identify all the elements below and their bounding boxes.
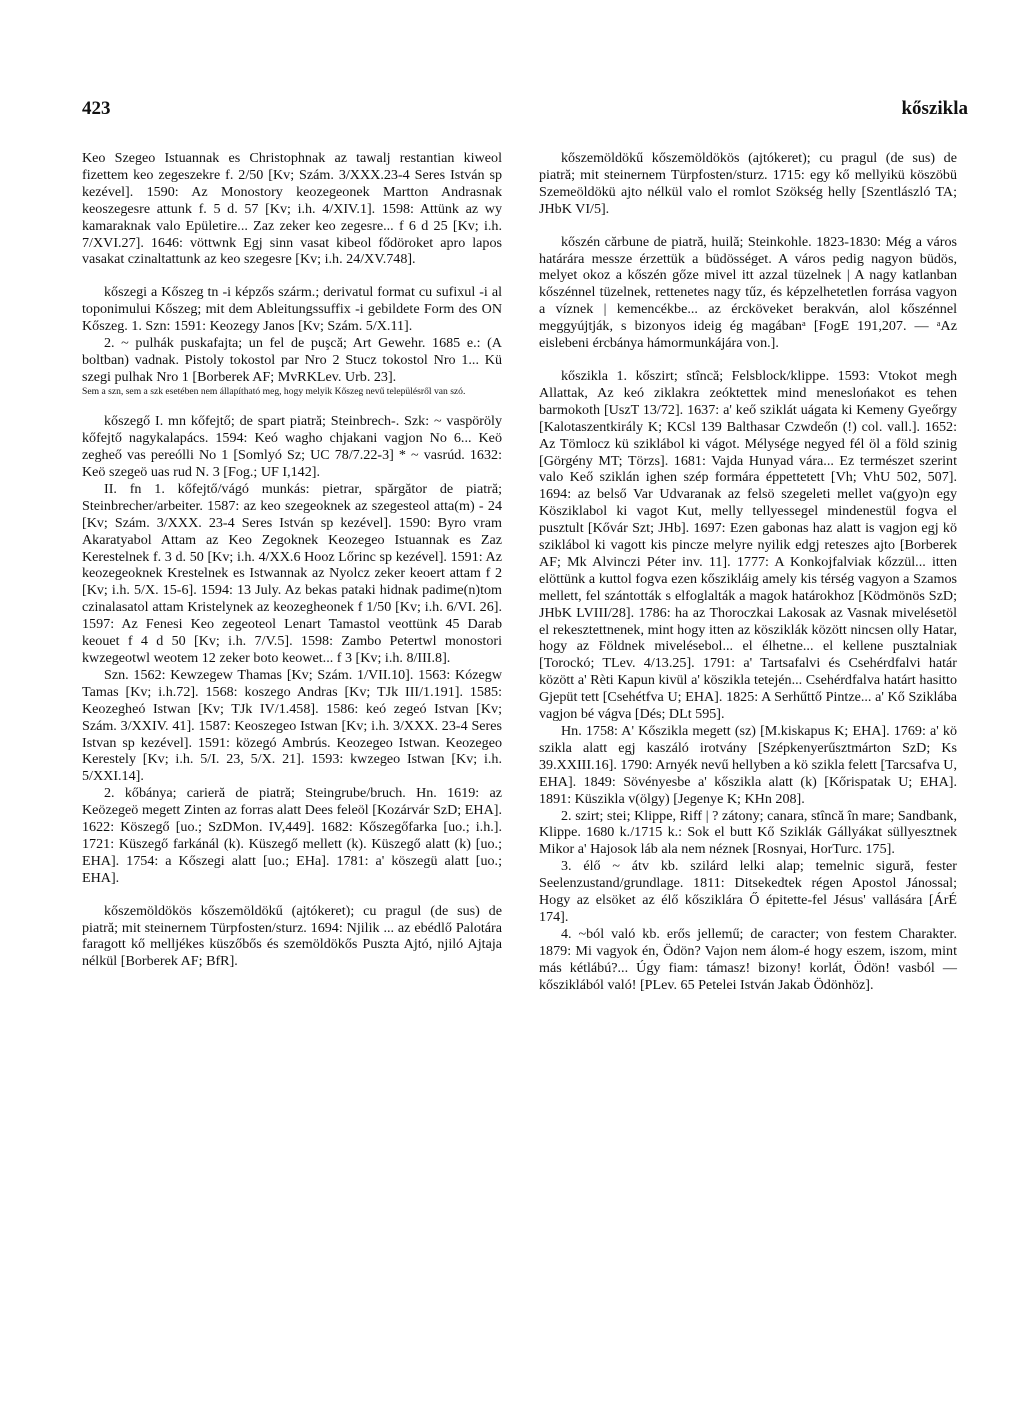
entry-paragraph: 2. ~ pulhák puskafajta; un fel de puşcă; Art Gewehr. 1685 e.: (A boltban) vadnak. Pistoly tokostol par Nro 2 Stucz tokostol Nro 1... Kü szegi pulhak Nro 1 [Borberek AF; MvRKLev. Urb. 23]. (82, 335, 502, 385)
entry-paragraph: kőszén cărbune de piatră, huilă; Steinkohle. 1823-1830: Még a város határára messze érzettük a büdösséget. A város pedig nagyon büdös, melyet okoz a kőszén gőze mivel itt azzal tüzelnek | A nagy katlanban kőszénnel tüzelnek, rettenetes nagy tűz, és képzelhetetlen forrása vagyon a víznek | kemencékbe... az ércköveket berakván, alol kőszénnel meggyújtják, s bizonyos ideig ég magábanᵃ [FogE 191,207. — ᵃAz eislebeni ércbánya hámormunkájára von.]. (539, 233, 957, 352)
entry-paragraph: Szn. 1562: Kewzegew Thamas [Kv; Szám. 1/VII.10]. 1563: Kózegw Tamas [Kv; i.h.72]. 1568: koszego Andras [Kv; TJk III/1.191]. 1585: Keozegheó Istwan [Kv; TJk IV/1.458]. 1586: keó zegeó Istvan [Kv; Szám. 3/XXIV. 41]. 1587: Keoszegeo Istwan [Kv; i.h. 3/XXX. 23-4 Seres Istvan sp kezével]. 1591: közegó Ambrús. Keozegeo Istwan. Keozegeo Kerestely [Kv; i.h. 5/I. 23, 5/X. 21]. 1593: kwzegeo Istwan [Kv; i.h. 5/XXI.14]. (82, 666, 502, 785)
entry-koszemoldokos (82, 903, 502, 971)
entry-paragraph: Hn. 1758: A' Kősziklа megett (sz) [M.kiskapus K; EHA]. 1769: a' kö szikla alatt egj kaszáló irotvány [Szépkenyerűsztmárton SzD; Ks 39.XXIII.16]. 1790: Arnyék nevű hellyben a kö szikla felett [Tarcsafva U, EHA]. 1849: Sövényesbe a' kősziklа alatt (k) [Kőrispatak U; EHA]. 1891: Küszikla v(ölgy) [Jegenye K; KHn 208]. (539, 723, 957, 807)
entry-paragraph: kőszemöldökös kőszemöldökű (ajtókeret); cu pragul (de sus) de piatră; mit steinernem Türpfosten/sturz. 1694: Njilik ... az ebédlő Palotára faragott kő melljékes küszőbős és szemöldökős Puszta Ajtó, njiló Ajtaja nélkül [Borberek AF; BfR]. (82, 902, 502, 970)
entry-paragraph: 2. szirt; stei; Klippe, Riff | ? zátony; canara, stîncă în mare; Sandbank, Klippe. 1680 k./1715 k.: Sok el butt Kő Sziklák Gállyákat süllyesztnek Mikor a' Hajosok láb ala nem néznek [Rosnyai, HorTurc. 175]. (539, 807, 957, 858)
entry-koszen (539, 234, 957, 352)
entry-koszegi (82, 284, 502, 397)
entry-koszikla (539, 368, 957, 994)
entry-paragraph: II. fn 1. kőfejtő/vágó munkás: pietrar, spărgător de piatră; Steinbrecher/arbeiter. 1587: az keo szegeoknek az szegesteol atta(m) - 24 [Kv; Szám. 3/XXX. 23-4 Seres István sp kezével]. 1590: Byro vram Akaratyabol Attam az Keo Zegoknek Keozegeo Istuannak es Zaz Kerestelnek f. 3 d. 50 [Kv; i.h. 4/XX.6 Hooz Lőrinc sp kezével]. 1591: Az keozegeoknek Krestelnek es Istwannak az Nyolcz zeker keoert attam f 2 [Kv; i.h. 5/X. 15-6]. 1594: 13 July. Az bekas pataki hidnak padime(n)tom czinalasatol attam Kristelynek az keozegheonek f 1/50 [Kv; i.h. 6/VI. 26]. 1597: Az Fenesi Keo zegeoteol Lenart Tamastol veottünk 45 Darab keouet f 4 d 50 [Kv; i.h. 7/V.5]. 1598: Zambo Petertwl monostori kwzegeotwl weotem 12 zeker boto keowet... f 3 [Kv; i.h. 8/III.8]. (82, 480, 502, 666)
entry-paragraph: kőszemöldökű kőszemöldökös (ajtókeret); cu pragul (de sus) de piatră; mit steinernem Türpfosten/sturz. 1715: egy kő mellyikü köszöbü Szemeöldökü ajto nélkül valo el romlot Szökség helly [Szentlászló TA; JHbK VI/5]. (539, 150, 957, 217)
footnote: Sem a szn, sem a szk esetében nem állapítható meg, hogy melyik Kőszeg nevű településről van szó. (82, 385, 466, 397)
right-column (539, 150, 957, 1010)
running-headword: kőszikla (901, 98, 968, 119)
entry-koszemoldoku (539, 150, 957, 218)
left-column (82, 150, 502, 986)
entry-paragraph: 2. kőbánya; carieră de piatră; Steingrube/bruch. Hn. 1619: az Keözegeö megett Zinten az forras alatt Dees feleöl [Kozárvár SzD; EHA]. 1622: Köszegő [uo.; SzDMon. IV,449]. 1682: Kőszegőfarka [uo.; i.h.]. 1721: Küszegő farkánál (k). Küszegő mellett (k). Küszegő alatt (k) [uo.; EHA]. 1754: a Kőszegi alatt [uo.; EHa]. 1781: a' köszegü alatt [uo.; EHA]. (82, 785, 502, 886)
entry-paragraph: kőszegő I. mn kőfejtő; de spart piatră; Steinbrech-. Szk: ~ vaspöröly kőfejtő nagykalapács. 1594: Keó wagho chjakani vagjon No 6... Keö zegheő vas pereólli No 1 [Somlyó Sz; UC 78/7.22-3] * ~ vasrúd. 1632: Keö szegeö uas rud N. 3 [Fog.; UF I,142]. (82, 413, 502, 480)
entry-paragraph: kőszikla 1. kőszirt; stîncă; Felsblock/klippe. 1593: Vtokot megh Allattak, Az keó ziklakra zeóktettek mind meneslońakot es tehen barmokoth [UszT 13/72]. 1637: a' keő sziklát uágata ki Kemeny Gyeőrgy [Kalotaszentkirály K; KCsl 139 Balthasar Czwdeőn (!) col. vall.]. 1652: Az Tömlocz kü sziklábol ki vágot. Mélysége negyed fél öl a föld szinig [Görgény MT; Törzs]. 1681: Vajda Hunyad vára... Ez természet szerint valo Keő sziklán ighen szép formára éppettetett [Vh; VhU 502, 507]. 1694: az belső Var Udvaranak az felsö szegeleti mellet va(gyo)n egy Kösziklabol ki vagot Kut, melly tellyessegel mindenestül fogva el pusztult [Kővár Szt; JHb]. 1697: Ezen gabonas haz alatt is vagjon egj kö sziklábol ki vagott kis pincze melyre nyilik edgj reteszes ajto [Borberek AF; Mk Alvinczi Péter inv. 11]. 1777: A Konkojfalviak kőzzül... itten elöttünk a kuttol fogva ezen kőszikláig amely kis térség vagyon a Szamos mellett, fel szántották s elfoglalták a magok határokhoz [Ködmönös SzD; JHbK LVIII/28]. 1786: ha az Thoroczkai Lakosak az Vasnak mivelésetöl el rekesztettnenek, mint hogy itten az kösziklák között nincsen olly Hatar, hogy az Földnek mivelésebol... el élhetne... el kellene pusztalniak [Torockó; TLev. 4/13.25]. 1791: a' Tartsafalvi és Csehérdfalvi határ között a' Rèti Kapun kivül a' kösziklа tetején... Csehérdfalva határt hasitto Gjepüt tett [Csehétfva U; EHA]. 1825: A Serhűttő Pintze... a' Kő Sziklába vagjon bé vágva [Dés; DLt 595]. (539, 367, 957, 723)
entry-keo-continuation (82, 150, 502, 268)
page-number: 423 (82, 98, 111, 119)
entry-koszego (82, 413, 502, 886)
entry-paragraph: 3. élő ~ átv kb. szilárd lelki alap; temelnic sigură, fester Seelenzustand/grundlage. 1811: Ditsekedtek régen Apostol Jánossal; Hogy az elsöket az élő kősziklára Ő épitette-fel Jésus' vallására [ÁrÉ 174]. (539, 858, 957, 925)
entry-paragraph: Keo Szegeo Istuannak es Christophnak az tawalj restantian kiweol fizettem keo zegeszekre f. 2/50 [Kv; Szám. 3/XXX.23-4 Seres István sp kezével]. 1590: Az Monostory keozegeonek Martton Andrasnak keoszegesre attunk f. 5 d. 57 [Kv; i.h. 4/XIV.1]. 1598: Attünk az wy kamaraknak valo Epületire... Zaz zeker keo zegesre... f 6 d 25 [Kv; i.h. 7/XVI.27]. 1646: vöttwnk Egj sinn vasat kibeol fődöroket apro lapos vasakat czinaltattunk az keo szegesre [Kv; i.h. 24/XV.748]. (82, 150, 502, 268)
entry-paragraph: 4. ~ból való kb. erős jellemű; de caracter; von festem Charakter. 1879: Mi vagyok én, Ödön? Vajon nem álom-é hogy eszem, iszom, mint más kétlábú?... Úgy fiam: támasz! bizony! korlát, Ödön! vasból — kősziklából való! [PLev. 65 Petelei István Jakab Ödönhöz]. (539, 925, 957, 993)
entry-paragraph: kőszegi a Kőszeg tn -i képzős szárm.; derivatul format cu sufixul -i al toponimului Kőszeg; mit dem Ableitungssuffix -i gebildete Form des ON Kőszeg. 1. Szn: 1591: Keozegy Janos [Kv; Szám. 5/X.11]. (82, 284, 502, 335)
